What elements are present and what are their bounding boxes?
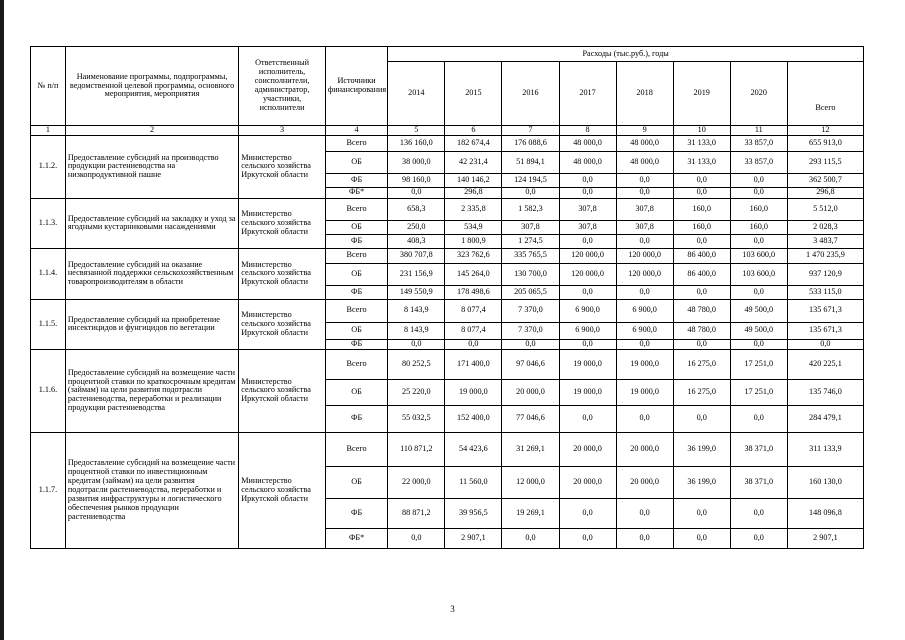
funding-source: ФБ xyxy=(325,498,387,528)
year-value: 0,0 xyxy=(559,285,616,299)
header-responsible: Ответственный исполнитель, соисполнители, администратор, участники, исполнители xyxy=(239,47,326,126)
year-value: 1 274,5 xyxy=(502,234,559,248)
year-value: 6 900,0 xyxy=(559,322,616,339)
funding-source: Всего xyxy=(325,349,387,379)
funding-source: Всего xyxy=(325,432,387,466)
year-value: 0,0 xyxy=(559,528,616,548)
header-year: 2014 xyxy=(388,62,445,126)
year-value: 0,0 xyxy=(730,528,787,548)
total-value: 533 115,0 xyxy=(787,285,863,299)
year-value: 0,0 xyxy=(730,187,787,198)
year-value: 22 000,0 xyxy=(388,466,445,498)
funding-source: ФБ xyxy=(325,339,387,349)
year-value: 124 194,5 xyxy=(502,173,559,187)
year-value: 31 133,0 xyxy=(673,135,730,151)
total-value: 937 120,9 xyxy=(787,263,863,285)
funding-source: ФБ* xyxy=(325,187,387,198)
year-value: 323 762,6 xyxy=(445,248,502,263)
page-left-edge xyxy=(0,0,4,640)
total-value: 362 500,7 xyxy=(787,173,863,187)
measure-responsible: Министерство сельского хозяйства Иркутской области xyxy=(239,349,326,432)
year-value: 0,0 xyxy=(673,173,730,187)
measure-responsible: Министерство сельского хозяйства Иркутской области xyxy=(239,135,326,198)
table-row xyxy=(31,198,864,220)
total-value: 148 096,8 xyxy=(787,498,863,528)
measure-code: 1.1.2. xyxy=(31,135,66,198)
funding-source: ФБ* xyxy=(325,528,387,548)
year-value: 408,3 xyxy=(388,234,445,248)
column-index: 6 xyxy=(445,126,502,136)
year-value: 80 252,5 xyxy=(388,349,445,379)
measure-name: Предоставление субсидий на закладку и уход за ягодными кустарниковыми насаждениями xyxy=(65,198,238,248)
total-value: 284 479,1 xyxy=(787,405,863,432)
year-value: 55 032,5 xyxy=(388,405,445,432)
total-value: 0,0 xyxy=(787,339,863,349)
year-value: 19 000,0 xyxy=(559,349,616,379)
year-value: 0,0 xyxy=(730,498,787,528)
total-value: 135 671,3 xyxy=(787,322,863,339)
year-value: 307,8 xyxy=(616,198,673,220)
year-value: 0,0 xyxy=(502,187,559,198)
column-index: 1 xyxy=(31,126,66,136)
year-value: 205 065,5 xyxy=(502,285,559,299)
year-value: 140 146,2 xyxy=(445,173,502,187)
column-index-row xyxy=(31,126,864,136)
year-value: 33 857,0 xyxy=(730,151,787,173)
year-value: 0,0 xyxy=(616,173,673,187)
year-value: 17 251,0 xyxy=(730,379,787,405)
measure-code: 1.1.4. xyxy=(31,248,66,299)
year-value: 48 780,0 xyxy=(673,322,730,339)
funding-source: ФБ xyxy=(325,405,387,432)
total-value: 2 028,3 xyxy=(787,220,863,234)
year-value: 0,0 xyxy=(445,339,502,349)
funding-source: ОБ xyxy=(325,379,387,405)
year-value: 120 000,0 xyxy=(616,248,673,263)
year-value: 0,0 xyxy=(559,173,616,187)
funding-source: Всего xyxy=(325,135,387,151)
year-value: 19 000,0 xyxy=(445,379,502,405)
year-value: 307,8 xyxy=(502,220,559,234)
funding-source: ФБ xyxy=(325,285,387,299)
column-index: 4 xyxy=(325,126,387,136)
measure-name: Предоставление субсидий на производство продукции растениеводства на низкопродуктивной пашне xyxy=(65,135,238,198)
column-index: 10 xyxy=(673,126,730,136)
funding-source: ОБ xyxy=(325,220,387,234)
year-value: 0,0 xyxy=(673,498,730,528)
year-value: 0,0 xyxy=(559,339,616,349)
year-value: 48 000,0 xyxy=(559,135,616,151)
table-row xyxy=(31,349,864,379)
year-value: 36 199,0 xyxy=(673,466,730,498)
column-index: 2 xyxy=(65,126,238,136)
year-value: 0,0 xyxy=(673,285,730,299)
year-value: 6 900,0 xyxy=(616,322,673,339)
year-value: 8 143,9 xyxy=(388,322,445,339)
year-value: 19 000,0 xyxy=(616,349,673,379)
year-value: 534,9 xyxy=(445,220,502,234)
funding-source: Всего xyxy=(325,198,387,220)
header-year: 2015 xyxy=(445,62,502,126)
funding-source: ФБ xyxy=(325,173,387,187)
year-value: 77 046,6 xyxy=(502,405,559,432)
year-value: 0,0 xyxy=(616,234,673,248)
header-year: 2016 xyxy=(502,62,559,126)
year-value: 25 220,0 xyxy=(388,379,445,405)
year-value: 0,0 xyxy=(616,285,673,299)
total-value: 160 130,0 xyxy=(787,466,863,498)
column-index: 5 xyxy=(388,126,445,136)
year-value: 380 707,8 xyxy=(388,248,445,263)
column-index: 3 xyxy=(239,126,326,136)
year-value: 6 900,0 xyxy=(616,299,673,322)
year-value: 0,0 xyxy=(673,528,730,548)
total-value: 1 470 235,9 xyxy=(787,248,863,263)
year-value: 42 231,4 xyxy=(445,151,502,173)
year-value: 49 500,0 xyxy=(730,322,787,339)
year-value: 130 700,0 xyxy=(502,263,559,285)
funding-source: Всего xyxy=(325,248,387,263)
measure-name: Предоставление субсидий на возмещение части процентной ставки по краткосрочным кредитам (займам) на цели развития подотрасли растениеводства, переработки и реализации продукции растениеводства xyxy=(65,349,238,432)
year-value: 86 400,0 xyxy=(673,248,730,263)
year-value: 36 199,0 xyxy=(673,432,730,466)
measure-name: Предоставление субсидий на оказание несвязанной поддержки сельскохозяйственным товаропроизводителям в области xyxy=(65,248,238,299)
measure-responsible: Министерство сельского хозяйства Иркутской области xyxy=(239,248,326,299)
year-value: 0,0 xyxy=(673,187,730,198)
year-value: 182 674,4 xyxy=(445,135,502,151)
header-sources: Источники финансирования xyxy=(325,47,387,126)
year-value: 48 000,0 xyxy=(616,135,673,151)
header-total: Всего xyxy=(787,62,863,126)
year-value: 51 894,1 xyxy=(502,151,559,173)
total-value: 293 115,5 xyxy=(787,151,863,173)
year-value: 48 000,0 xyxy=(616,151,673,173)
year-value: 20 000,0 xyxy=(559,432,616,466)
year-value: 0,0 xyxy=(673,339,730,349)
year-value: 1 582,3 xyxy=(502,198,559,220)
table-row xyxy=(31,299,864,322)
year-value: 149 550,9 xyxy=(388,285,445,299)
year-value: 88 871,2 xyxy=(388,498,445,528)
year-value: 231 156,9 xyxy=(388,263,445,285)
year-value: 0,0 xyxy=(616,405,673,432)
year-value: 0,0 xyxy=(388,339,445,349)
year-value: 2 335,8 xyxy=(445,198,502,220)
header-year: 2020 xyxy=(730,62,787,126)
year-value: 103 600,0 xyxy=(730,248,787,263)
year-value: 11 560,0 xyxy=(445,466,502,498)
year-value: 19 000,0 xyxy=(559,379,616,405)
year-value: 31 133,0 xyxy=(673,151,730,173)
year-value: 0,0 xyxy=(673,234,730,248)
year-value: 86 400,0 xyxy=(673,263,730,285)
expenses-table xyxy=(30,46,864,549)
measure-code: 1.1.6. xyxy=(31,349,66,432)
year-value: 0,0 xyxy=(388,528,445,548)
year-value: 307,8 xyxy=(559,198,616,220)
column-index: 7 xyxy=(502,126,559,136)
year-value: 0,0 xyxy=(673,405,730,432)
year-value: 38 000,0 xyxy=(388,151,445,173)
column-index: 11 xyxy=(730,126,787,136)
header-num: № п/п xyxy=(31,47,66,126)
year-value: 0,0 xyxy=(730,285,787,299)
year-value: 0,0 xyxy=(730,234,787,248)
year-value: 8 143,9 xyxy=(388,299,445,322)
year-value: 658,3 xyxy=(388,198,445,220)
header-year: 2019 xyxy=(673,62,730,126)
year-value: 8 077,4 xyxy=(445,299,502,322)
table-row xyxy=(31,135,864,151)
column-index: 8 xyxy=(559,126,616,136)
table-body xyxy=(31,135,864,548)
total-value: 655 913,0 xyxy=(787,135,863,151)
funding-source: ОБ xyxy=(325,466,387,498)
year-value: 20 000,0 xyxy=(559,466,616,498)
header-name: Наименование программы, подпрограммы, ведомственной целевой программы, основного мероприятия, мероприятия xyxy=(65,47,238,126)
year-value: 110 871,2 xyxy=(388,432,445,466)
measure-responsible: Министерство сельского хозяйства Иркутской области xyxy=(239,198,326,248)
year-value: 136 160,0 xyxy=(388,135,445,151)
measure-code: 1.1.7. xyxy=(31,432,66,548)
year-value: 0,0 xyxy=(616,339,673,349)
header-year: 2018 xyxy=(616,62,673,126)
total-value: 420 225,1 xyxy=(787,349,863,379)
year-value: 0,0 xyxy=(559,405,616,432)
year-value: 120 000,0 xyxy=(616,263,673,285)
total-value: 311 133,9 xyxy=(787,432,863,466)
year-value: 0,0 xyxy=(730,339,787,349)
year-value: 176 088,6 xyxy=(502,135,559,151)
year-value: 38 371,0 xyxy=(730,432,787,466)
funding-source: ОБ xyxy=(325,263,387,285)
year-value: 145 264,0 xyxy=(445,263,502,285)
year-value: 0,0 xyxy=(616,187,673,198)
total-value: 135 746,0 xyxy=(787,379,863,405)
column-index: 9 xyxy=(616,126,673,136)
year-value: 48 780,0 xyxy=(673,299,730,322)
year-value: 7 370,0 xyxy=(502,299,559,322)
year-value: 250,0 xyxy=(388,220,445,234)
year-value: 54 423,6 xyxy=(445,432,502,466)
year-value: 0,0 xyxy=(502,339,559,349)
measure-code: 1.1.3. xyxy=(31,198,66,248)
year-value: 120 000,0 xyxy=(559,263,616,285)
year-value: 16 275,0 xyxy=(673,349,730,379)
year-value: 20 000,0 xyxy=(616,432,673,466)
header-expenses: Расходы (тыс.руб.), годы xyxy=(388,47,864,62)
page-number: 3 xyxy=(450,604,455,614)
total-value: 135 671,3 xyxy=(787,299,863,322)
year-value: 178 498,6 xyxy=(445,285,502,299)
year-value: 6 900,0 xyxy=(559,299,616,322)
year-value: 16 275,0 xyxy=(673,379,730,405)
year-value: 1 800,9 xyxy=(445,234,502,248)
table-row xyxy=(31,248,864,263)
total-value: 2 907,1 xyxy=(787,528,863,548)
year-value: 0,0 xyxy=(730,405,787,432)
year-value: 31 269,1 xyxy=(502,432,559,466)
year-value: 2 907,1 xyxy=(445,528,502,548)
year-value: 39 956,5 xyxy=(445,498,502,528)
year-value: 0,0 xyxy=(559,498,616,528)
funding-source: ОБ xyxy=(325,322,387,339)
measure-responsible: Министерство сельского хозяйства Иркутской области xyxy=(239,432,326,548)
year-value: 120 000,0 xyxy=(559,248,616,263)
year-value: 19 269,1 xyxy=(502,498,559,528)
measure-name: Предоставление субсидий на возмещение части процентной ставки по инвестиционным кредитам (займам) на цели развития подотрасли растениеводства, переработки и развития инфраструктуры и логистического обеспечения рынков продукции растениеводства xyxy=(65,432,238,548)
year-value: 0,0 xyxy=(559,187,616,198)
total-value: 3 483,7 xyxy=(787,234,863,248)
year-value: 0,0 xyxy=(388,187,445,198)
year-value: 97 046,6 xyxy=(502,349,559,379)
measure-name: Предоставление субсидий на приобретение инсектицидов и фунгицидов по вегетации xyxy=(65,299,238,349)
year-value: 20 000,0 xyxy=(502,379,559,405)
year-value: 171 400,0 xyxy=(445,349,502,379)
year-value: 33 857,0 xyxy=(730,135,787,151)
year-value: 296,8 xyxy=(445,187,502,198)
table-row xyxy=(31,432,864,466)
year-value: 17 251,0 xyxy=(730,349,787,379)
funding-source: ФБ xyxy=(325,234,387,248)
year-value: 12 000,0 xyxy=(502,466,559,498)
funding-source: ОБ xyxy=(325,151,387,173)
year-value: 48 000,0 xyxy=(559,151,616,173)
year-value: 160,0 xyxy=(730,220,787,234)
year-value: 160,0 xyxy=(673,198,730,220)
measure-code: 1.1.5. xyxy=(31,299,66,349)
year-value: 152 400,0 xyxy=(445,405,502,432)
year-value: 307,8 xyxy=(559,220,616,234)
total-value: 296,8 xyxy=(787,187,863,198)
year-value: 160,0 xyxy=(730,198,787,220)
year-value: 103 600,0 xyxy=(730,263,787,285)
year-value: 335 765,5 xyxy=(502,248,559,263)
year-value: 307,8 xyxy=(616,220,673,234)
year-value: 98 160,0 xyxy=(388,173,445,187)
year-value: 20 000,0 xyxy=(616,466,673,498)
year-value: 7 370,0 xyxy=(502,322,559,339)
year-value: 0,0 xyxy=(616,498,673,528)
year-value: 0,0 xyxy=(502,528,559,548)
funding-source: Всего xyxy=(325,299,387,322)
total-value: 5 512,0 xyxy=(787,198,863,220)
measure-responsible: Министерство сельского хозяйства Иркутской области xyxy=(239,299,326,349)
year-value: 0,0 xyxy=(616,528,673,548)
header-year: 2017 xyxy=(559,62,616,126)
year-value: 8 077,4 xyxy=(445,322,502,339)
year-value: 19 000,0 xyxy=(616,379,673,405)
column-index: 12 xyxy=(787,126,863,136)
year-value: 160,0 xyxy=(673,220,730,234)
year-value: 0,0 xyxy=(559,234,616,248)
year-value: 38 371,0 xyxy=(730,466,787,498)
year-value: 0,0 xyxy=(730,173,787,187)
year-value: 49 500,0 xyxy=(730,299,787,322)
